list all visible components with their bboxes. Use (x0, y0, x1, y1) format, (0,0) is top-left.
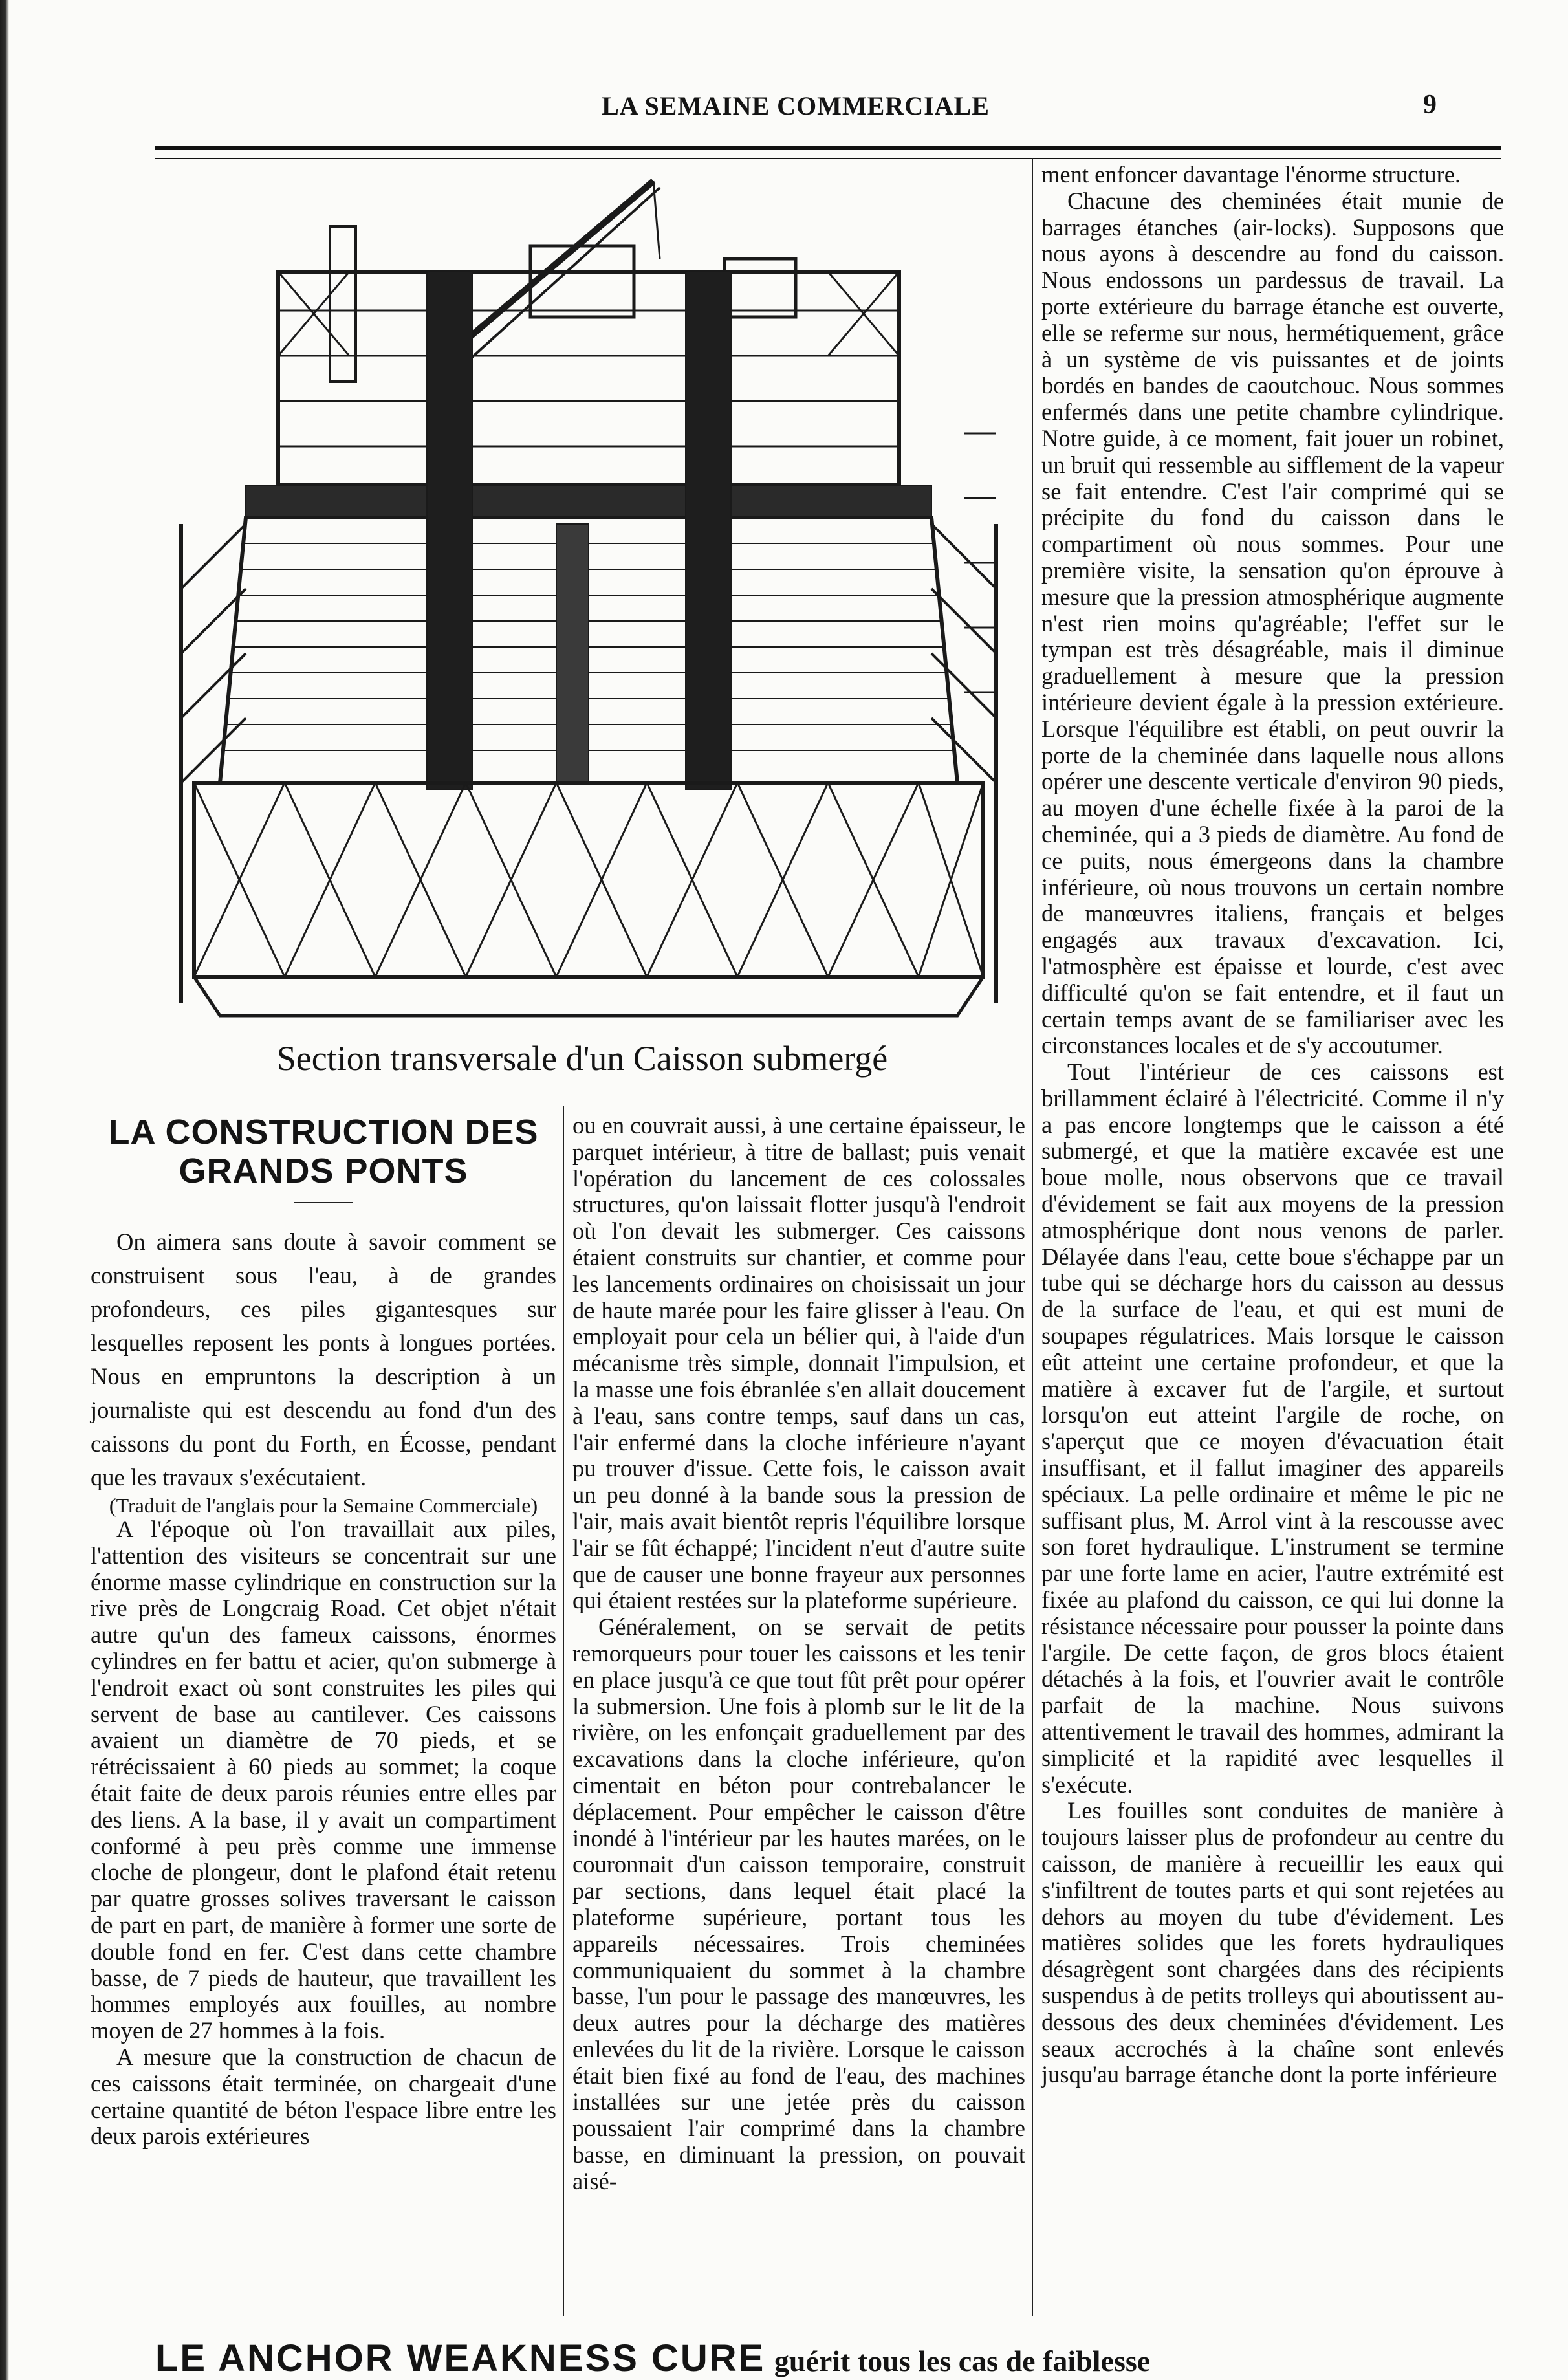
caisson-engraving (155, 162, 1009, 1042)
advertisement (155, 2337, 1501, 2380)
paragraph: Chacune des cheminées était munie de barrages étanches (air-locks). Supposons que nous ayons à descendre au fond du caisson. Nous endossons un pardessus de travail. La porte extérieure du barrage étanche est ouverte, elle se referme sur nous, hermétiquement, grâce à un système de vis puissantes et de joints bordés en bandes de caoutchouc. Nous sommes enfermés dans une petite chambre cylindrique. Notre guide, à ce moment, fait jouer un robinet, un bruit qui ressemble au sifflement de la vapeur se fait entendre. C'est l'air comprimé qui se précipite du fond du caisson dans le compartiment où nous sommes. Pour une première visite, la sensation qu'on éprouve à mesure que la pression atmosphérique augmente n'est rien moins qu'agréable; l'effet sur le tympan est très désagréable, mais il diminue graduellement à mesure que la pression intérieure devient égale à la pression extérieure. Lorsque l'équilibre est établi, on peut ouvrir la porte de la cheminée dans laquelle nous allons opérer une descente verticale d'environ 90 pieds, au moyen d'une échelle fixée à la paroi de la cheminée, qui a 3 pieds de diamètre. Au fond de ce puits, nous émergeons dans la chambre inférieure, où nous trouvons un certain nombre de manœuvres italiens, français et belges engagés aux travaux d'excavation. Ici, l'atmosphère est épaisse et lourde, c'est avec difficulté qu'on se fait entendre, et il faut un certain temps avant de se familiariser avec les circonstances locales et de s'y accoutumer. (1041, 187, 1504, 1059)
caisson-illustration (155, 162, 1009, 1042)
illustration-caption: Section transversale d'un Caisson submergé (276, 1039, 888, 1078)
paragraph: A l'époque où l'on travaillait aux piles, l'attention des visiteurs se concentrait sur une énorme masse cylindrique en construction sur la rive près de Longcraig Road. Cet objet n'était autre qu'un des fameux caissons, énormes cylindres en fer battu et acier, qu'on submerge à l'endroit exact où sont construites les piles qui servent de base au cantilever. Ces caissons avaient un diamètre de 70 pieds, et se rétrécissaient à 60 pieds au sommet; la coque était faite de deux parois réunies entre elles par des liens. A la base, il y avait un compartiment conformé à peu près comme une immense cloche de plongeur, dont le plafond était retenu par quatre grosses solives traversant le caisson de part en part, de manière à former une sorte de double fond en fer. C'est dans cette chambre basse, de 7 pieds de hauteur, que travaillent les hommes employés aux fouilles, au nombre moyen de 27 hommes à la fois. (91, 1516, 556, 2044)
page-number: 9 (1423, 90, 1437, 120)
column-rule (1032, 158, 1033, 2316)
advertisement-brand: LE ANCHOR WEAKNESS CURE (155, 2337, 766, 2379)
article-column-1 (91, 1113, 556, 2150)
paragraph: ment enfoncer davantage l'énorme structure. (1041, 161, 1461, 188)
article-intro: On aimera sans doute à savoir comment se construisent sous l'eau, à de grandes profondeurs, ces piles gigantesques sur lesquelles reposent les ponts à longues portées. Nous en empruntons la description à un journaliste qui est descendu au fond d'un des caissons du pont du Forth, en Écosse, pendant que les travaux s'exécutaient. (91, 1228, 556, 1490)
article-column-2 (572, 1113, 1025, 2195)
article-column-3 (1041, 162, 1504, 2088)
paragraph: A mesure que la construction de chacun de ces caissons était terminée, on chargeait d'une certaine quantité de béton l'espace libre entre les deux parois extérieures (91, 2043, 556, 2150)
binding-edge (0, 0, 9, 2380)
running-head: LA SEMAINE COMMERCIALE (602, 91, 990, 120)
article-headline: LA CONSTRUCTION DES GRANDS PONTS (108, 1113, 539, 1190)
headline-rule (294, 1202, 353, 1203)
column-rule (563, 1106, 564, 2316)
paragraph: Généralement, on se servait de petits remorqueurs pour touer les caissons et les tenir en place jusqu'à ce que tout fût prêt pour opérer la submersion. Une fois à plomb sur le lit de la rivière, on les enfonçait graduellement par des excavations dans la cloche inférieure, qu'on cimentait en béton pour contrebalancer le déplacement. Pour empêcher le caisson d'être inondé à l'intérieur par les hautes marées, on le couronnait d'un caisson temporaire, construit par sections, dans lequel était placé la plateforme supérieure, portant tous les appareils nécessaires. Trois cheminées communiquaient du sommet à la chambre basse, l'un pour le passage des manœuvres, les deux autres pour la décharge des matières enlevées du lit de la rivière. Lorsque le caisson était bien fixé au fond de l'eau, des machines installées sur une jetée près du caisson poussaient l'air comprimé dans la chambre basse, en diminuant la pression, on pouvait aisé- (572, 1613, 1025, 2194)
paragraph: Tout l'intérieur de ces caissons est brillamment éclairé à l'électricité. Comme il n'y a pas encore longtemps que le caisson a été submergé, et que la matière excavée est une boue molle, nous observons que ce travail d'évidement se fait aux moyens de la pression atmosphérique dont nous venons de parler. Délayée dans l'eau, cette boue s'échappe par un tube qui se décharge hors du caisson au dessus de la surface de l'eau, et qui est muni de soupapes régulatrices. Mais lorsque le caisson eût atteint une certaine profondeur, et que la matière à excaver fut de l'argile, et surtout lorsqu'on eut atteint l'argile de roche, on s'aperçut que ce moyen d'évacuation était insuffisant, et il fallut imaginer des appareils spéciaux. La pelle ordinaire et même le pic ne suffisant plus, M. Arrol vint à la rescousse avec son foret hydraulique. L'instrument se termine par une forte lame en acier, l'autre extrémité est fixée au plafond du caisson, ce qui lui donne la résistance nécessaire pour pousser la pointe dans l'argile. De cette façon, de gros blocs étaient détachés à la fois, et l'ouvrier avait le contrôle parfait de la machine. Nous suivons attentivement le travail des hommes, admirant la simplicité et la rapidité avec lesquelles il s'exécute. (1041, 1058, 1504, 1798)
paragraph: Les fouilles sont conduites de manière à toujours laisser plus de profondeur au centre du caisson, de manière à recueillir les eaux qui s'infiltrent de toutes parts et qui sont rejetées au dehors au moyen du tube d'évidement. Les matières solides que les forets hydrauliques désagrègent sont chargées dans des récipients suspendus à de petits trolleys qui aboutissent au-dessous des deux cheminées d'évidement. Les seaux accrochés à la chaîne sont enlevés jusqu'au barrage étanche dont la porte inférieure (1041, 1797, 1504, 2088)
advertisement-tagline: guérit tous les cas de faiblesse (774, 2344, 1151, 2377)
translation-note: (Traduit de l'anglais pour la Semaine Commerciale) (109, 1494, 538, 1517)
header-rule (155, 146, 1501, 159)
paragraph: ou en couvrait aussi, à une certaine épaisseur, le parquet intérieur, à titre de ballast; puis venait l'opération du lancement de ces colossales structures, qu'on laissait flotter jusqu'à l'endroit où l'on devait les submerger. Ces caissons étaient construits sur chantier, et comme pour les lancements ordinaires on choisissait un jour de haute marée pour les faire glisser à l'eau. On employait pour cela un bélier qui, à l'aide d'un mécanisme très simple, donnait l'impulsion, et la masse une fois ébranlée s'en allait doucement à l'eau, sans contre temps, sauf dans un cas, l'air enfermé dans la cloche inférieure n'ayant pu trouver d'issue. Cette fois, le caisson avait un peu donné à la bande sous la pression de l'air, mais avait bientôt repris l'équilibre lorsque l'air se fût échappé; l'incident n'eut d'autre suite que de causer une bonne frayeur aux personnes qui étaient restées sur la plateforme supérieure. (572, 1112, 1025, 1614)
